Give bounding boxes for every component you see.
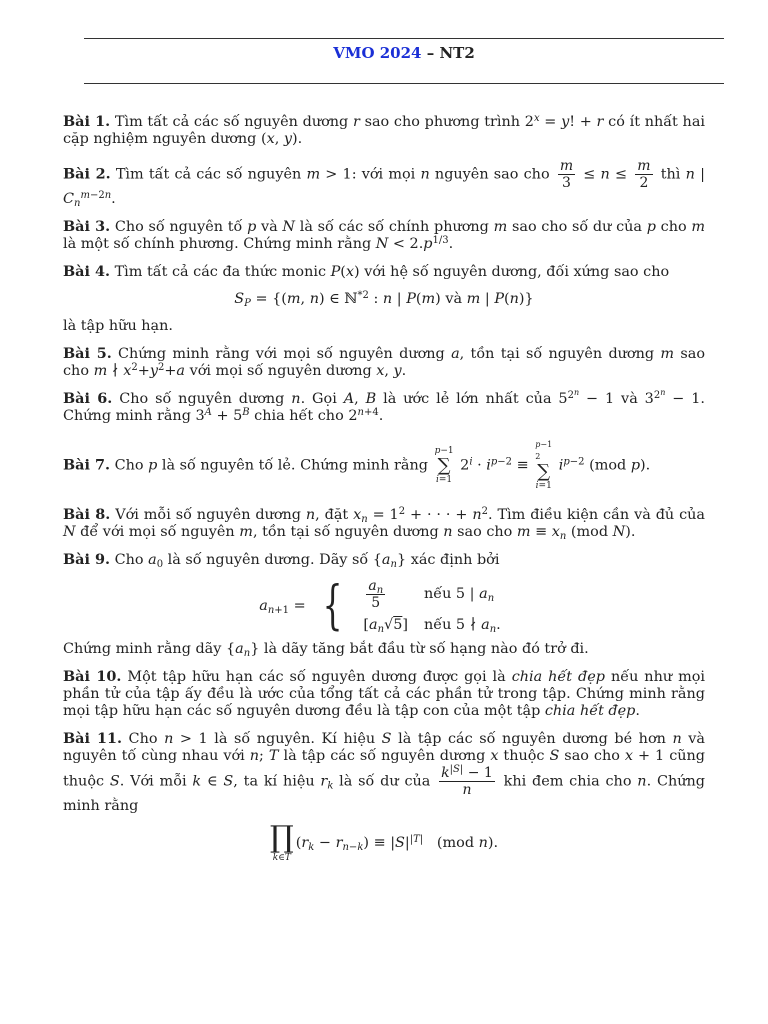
problem-9-label: Bài 9. (63, 551, 110, 568)
header-competition: VMO 2024 (333, 44, 422, 62)
problem-2: Bài 2. Tìm tất cả các số nguyên m > 1: với mọi n nguyên sao cho $\frac{m}{3}$ ≤ n ≤ $\frac{m}{2}$ thì n | $C_n^{m-2n}$. (63, 158, 705, 209)
problem-9-recurrence: $a_{n+1}$ = { $\frac{a_n}{5}$ nếu 5 | $a_n$ $[a_n√5]$ nếu 5 ∤ $a_n$. (259, 576, 501, 636)
problem-3: Bài 3. Cho số nguyên tố p và N là số các số chính phương m sao cho số dư của p cho m là một số chính phương. Chứng minh rằng $N < 2.p^{1/3}$. (63, 218, 706, 252)
problem-7-label: Bài 7. (63, 456, 110, 474)
problem-7: Bài 7. Cho p là số nguyên tố lẻ. Chứng minh rằng p−1 ∑ i=1 $2^i \cdot i^{p-2}$ ≡ p−1 2 ∑ i=1 $i^{p-2}$ (mod p). (63, 440, 651, 491)
problem-1: Bài 1. Tìm tất cả các số nguyên dương r sao cho phương trình $2^x = y$! + r có ít nhất hai cặp nghiệm nguyên dương (x, y). (63, 113, 706, 147)
page-header (84, 45, 724, 62)
problem-1-label: Bài 1. (63, 113, 111, 130)
problem-5: Bài 5. Chứng minh rằng với mọi số nguyên dương a, tồn tại số nguyên dương m sao cho m ∤ $x^2+y^2+a$ với mọi số nguyên dương x, y. (63, 345, 705, 379)
problem-list (63, 113, 705, 873)
problem-11-formula: ∏ k∈T $(r_k - r_{n-k}) \equiv |S|^{|T|}$ (mod n). (269, 820, 499, 863)
problem-2-label: Bài 2. (63, 165, 111, 183)
header-bottom-rule (84, 83, 724, 84)
problem-6-label: Bài 6. (63, 390, 113, 407)
problem-9: Bài 9. Cho $a_0$ là số nguyên dương. Dãy số $\{a_n\}$ xác định bởi $a_{n+1}$ = { $\frac{a_n}{5}$ nếu 5 | $a_n$ $[a_n√5]$ nếu 5 ∤ $a_n$. Chứng minh rằng dãy $\{a_n\}$ là dãy tăng bắt đầu từ số hạng nào đó trở đi. (63, 551, 705, 658)
problem-8: Bài 8. Với mỗi số nguyên dương n, đặt $x_n = 1^2$ + · · · + $n^2$. Tìm điều kiện cần và đủ của N để với mọi số nguyên m, tồn tại số nguyên dương n sao cho $m \equiv x_n$ (mod N). (63, 506, 705, 542)
problem-6: Bài 6. Cho số nguyên dương n. Gọi A, B là ước lẻ lớn nhất của $5^{2^n} - 1$ và $3^{2^n} - 1$. Chứng minh rằng $3^A + 5^B$ chia hết cho $2^{n+4}$. (63, 388, 705, 424)
header-code: NT2 (439, 44, 475, 62)
problem-4: Bài 4. Tìm tất cả các đa thức monic P(x) với hệ số nguyên dương, đối xứng sao cho $S_P = \{(m$, n) ∈ ℕ$^{*2}$ : n | P(m) và m | P(n)} là tập hữu hạn. (63, 263, 705, 335)
problem-11-label: Bài 11. (63, 730, 122, 747)
problem-10-label: Bài 10. (63, 668, 122, 685)
problem-8-label: Bài 8. (63, 506, 111, 523)
problem-5-label: Bài 5. (63, 345, 112, 362)
problem-4-label: Bài 4. (63, 263, 110, 280)
header-top-rule (84, 38, 724, 39)
problem-4-formula: $S_P = \{(m$, n) ∈ ℕ$^{*2}$ : n | P(m) và m | P(n)} (234, 290, 534, 309)
problem-3-label: Bài 3. (63, 218, 111, 235)
header-dash: – (426, 44, 435, 62)
problem-11: Bài 11. Cho n > 1 là số nguyên. Kí hiệu S là tập các số nguyên dương bé hơn n và nguyên tố cùng nhau với n; T là tập các số nguyên dương x thuộc S sao cho x + 1 cũng thuộc S. Với mỗi k ∈ S, ta kí hiệu $r_k$ là số dư của $\frac{k^{|S|} - 1}{n}$ khi đem chia cho n. Chứng minh rằng ∏ k∈T $(r_k - r_{n-k}) \equiv |S|^{|T|}$ (mod n). (63, 730, 706, 863)
problem-10: Bài 10. Một tập hữu hạn các số nguyên dương được gọi là chia hết đẹp nếu như mọi phần tử của tập ấy đều là ước của tổng tất cả các phần tử trong tập. Chứng minh rằng mọi tập hữu hạn các số nguyên dương đều là tập con của một tập chia hết đẹp. (63, 668, 705, 719)
